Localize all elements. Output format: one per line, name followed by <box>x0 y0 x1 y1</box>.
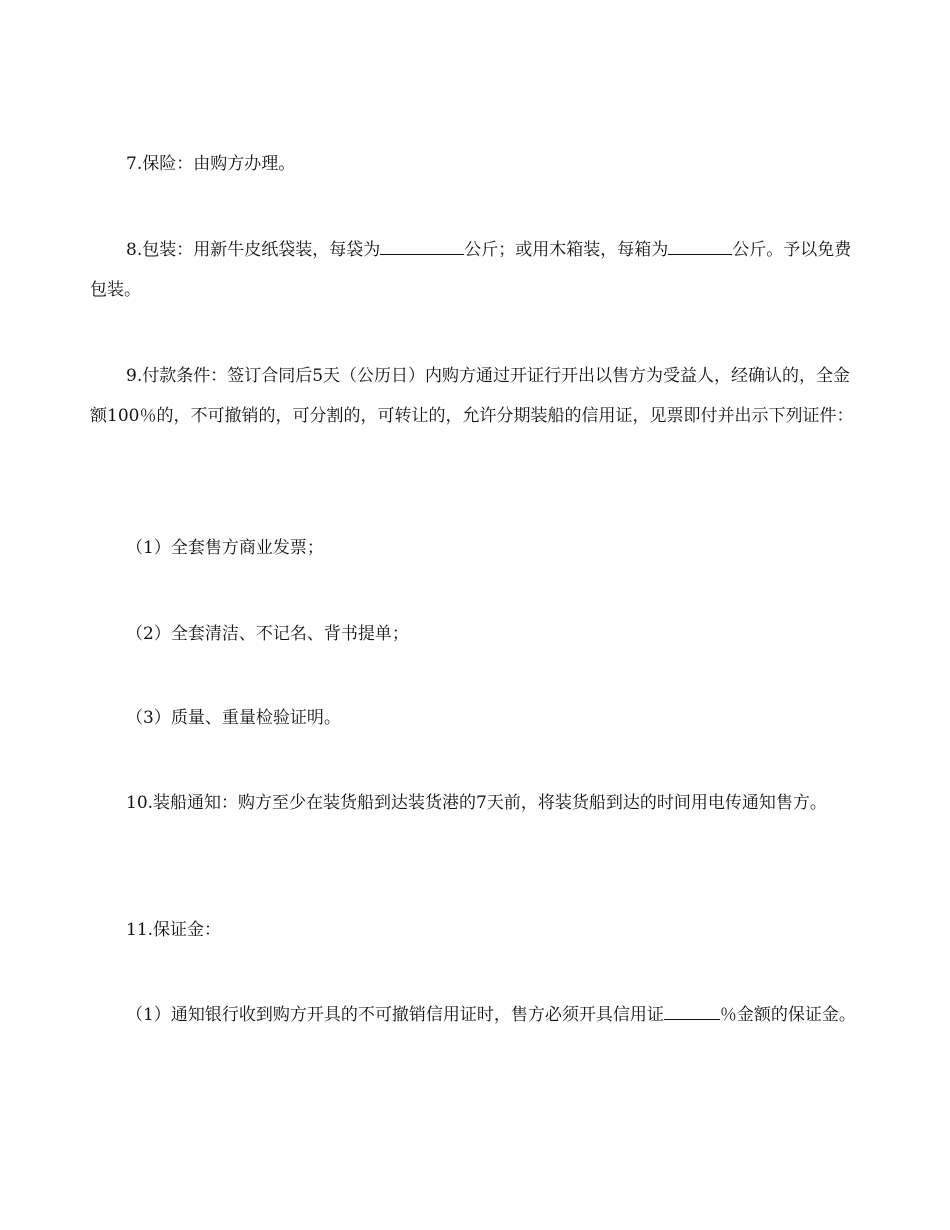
clause-11-item-1-text-1: （1）通知银行收到购方开具的不可撤销信用证时，售方必须开具信用证 <box>126 1005 664 1025</box>
clause-8-packaging <box>90 230 862 310</box>
clause-9-item-3: （3）质量、重量检验证明。 <box>126 708 341 728</box>
clause-7-insurance: 7.保险：由购方办理。 <box>126 154 296 174</box>
clause-8-text-2: 公斤；或用木箱装，每箱为 <box>464 240 669 260</box>
clause-8-text-1: 8.包装：用新牛皮纸袋装，每袋为 <box>126 240 381 260</box>
clause-9-item-2: （2）全套清洁、不记名、背书提单； <box>126 624 409 644</box>
clause-9-payment-terms: 9.付款条件：签订合同后5天（公历日）内购方通过开证行开出以售方为受益人，经确认的，全金额100％的，不可撤销的，可分割的，可转让的，允许分期装船的信用证，见票即付并出示下列证件： <box>90 366 854 426</box>
clause-8-text-3: 公斤。予以免费包装。 <box>90 240 852 300</box>
bag-weight-blank <box>380 236 464 255</box>
box-weight-blank <box>668 236 732 255</box>
clause-11-deposit: 11.保证金： <box>126 920 222 940</box>
clause-11-item-1 <box>90 995 862 1035</box>
deposit-percent-blank <box>664 1001 720 1020</box>
clause-9-item-1: （1）全套售方商业发票； <box>126 538 324 558</box>
clause-10-shipping-notice: 10.装船通知：购方至少在装货船到达装货港的7天前，将装货船到达的时间用电传通知售方。 <box>126 793 827 813</box>
clause-11-item-1-text-2: ％金额的保证金。 <box>719 1005 856 1025</box>
